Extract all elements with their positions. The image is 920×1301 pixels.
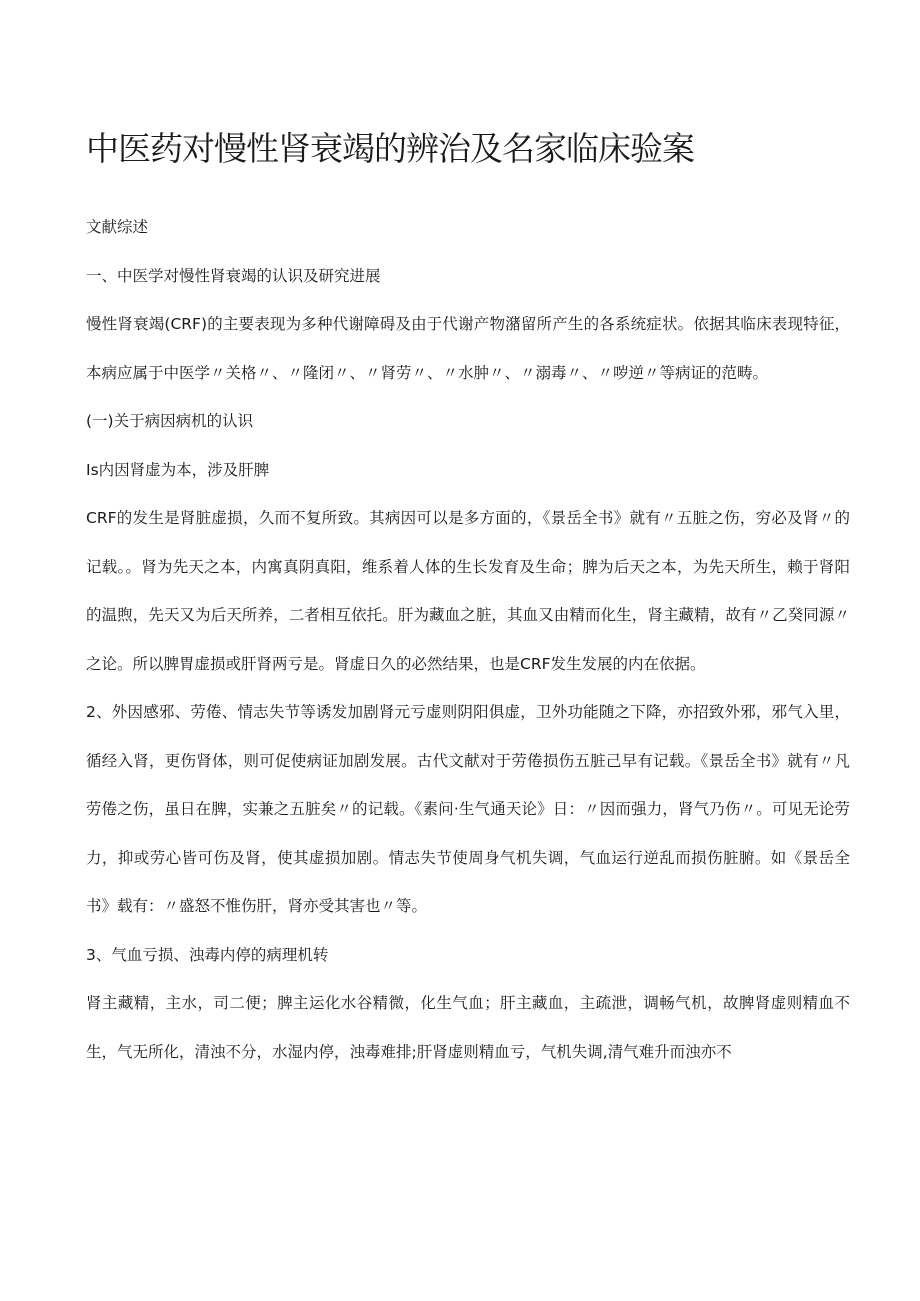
- heading-1: 一、中医学对慢性肾衰竭的认识及研究进展: [86, 266, 381, 285]
- point-3-heading: 3、气血亏损、浊毒内停的病理机转: [86, 945, 329, 964]
- subheading-1: (一)关于病因病机的认识: [86, 412, 254, 430]
- paragraph-2: CRF的发生是肾脏虚损，久而不复所致。其病因可以是多方面的，《景岳全书》就有〃五脏之伤，穷必及肾〃的记载。。肾为先天之本，内寓真阴真阳，维系着人体的生长发育及生命；脾为后天之本，为先天所生，赖于肾阳的温煦，先天又为后天所养，二者相互依托。肝为藏血之脏，其血又由精而化生，肾主藏精，故有〃乙癸同源〃之论。所以脾胃虚损或肝肾两亏是。肾虚日久的必然结果，也是CRF发生发展的内在依据。: [86, 509, 850, 673]
- paragraph-3: 2、外因感邪、劳倦、情志失节等诱发加剧肾元亏虚则阴阳俱虚，卫外功能随之下降，亦招致外邪，邪气入里，循经入肾，更伤肾体，则可促使病证加剧发展。古代文献对于劳倦损伤五脏己早有记载。《景岳全书》就有〃凡劳倦之伤，虽日在脾，实兼之五脏矣〃的记载。《素问·生气通天论》日：〃因而强力，肾气乃伤〃。可见无论劳力，抑或劳心皆可伤及肾，使其虚损加剧。情志失节使周身气机失调，气血运行逆乱而损伤脏腑。如《景岳全书》载有：〃盛怒不惟伤肝，肾亦受其害也〃等。: [86, 703, 850, 915]
- document-title: 中医药对慢性肾衰竭的辨治及名家临床验案: [86, 129, 694, 168]
- point-1-heading: Is内因肾虚为本，涉及肝脾: [86, 460, 270, 479]
- paragraph-4: 肾主藏精，主水，司二便；脾主运化水谷精微，化生气血；肝主藏血，主疏泄，调畅气机，故脾肾虚则精血不生，气无所化，清浊不分，水湿内停，浊毒难排;肝肾虚则精血亏，气机失调,清气难升而浊亦不: [86, 994, 850, 1061]
- section-label: 文献综述: [86, 218, 149, 236]
- document-body: [86, 203, 850, 1076]
- paragraph-1: 慢性肾衰竭(CRF)的主要表现为多种代谢障碍及由于代谢产物潴留所产生的各系统症状。依据其临床表现特征，本病应属于中医学〃关格〃、〃隆闭〃、〃肾劳〃、〃水肿〃、〃溺毒〃、〃哕逆〃等病证的范畴。: [86, 315, 850, 382]
